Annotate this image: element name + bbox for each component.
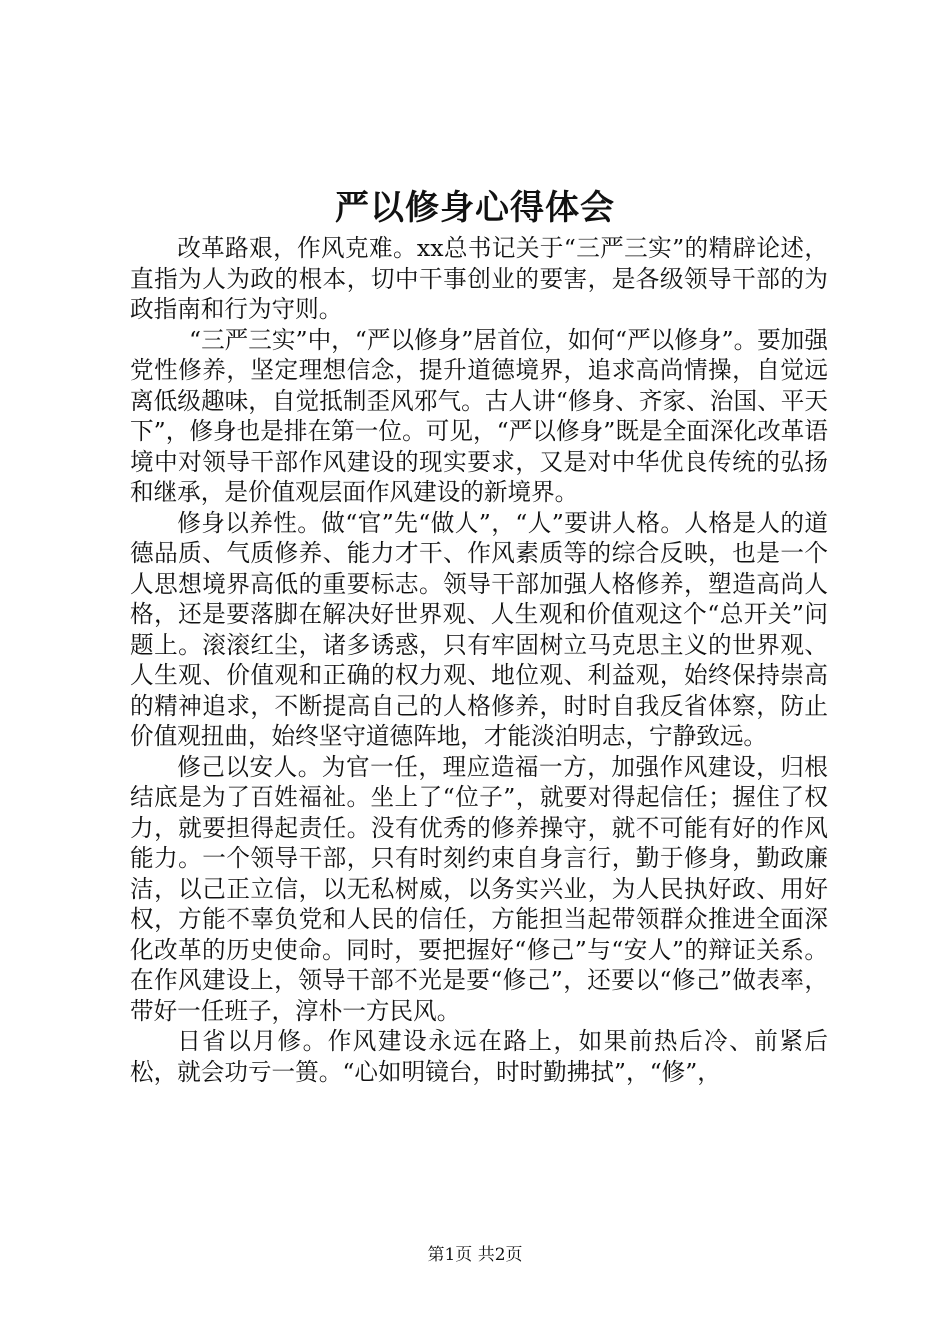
paragraph-1: 改革路艰，作风克难。xx总书记关于“三严三实”的精辟论述，直指为人为政的根本，切中干事创业的要害，是各级领导干部的为政指南和行为守则。 (130, 234, 828, 323)
document-title: 严以修身心得体会 (335, 188, 615, 228)
paragraph-2: “三严三实”中，“严以修身”居首位，如何“严以修身”。要加强党性修养，坚定理想信念，提升道德境界，追求高尚情操，自觉远离低级趣味，自觉抵制歪风邪气。古人讲“修身、齐家、治国、平天下”，修身也是排在第一位。可见，“严以修身”既是全面深化改革语境中对领导干部作风建设的现实要求，又是对中华优良传统的弘扬和继承，是价值观层面作风建设的新境界。 (130, 325, 828, 506)
paragraph-5: 日省以月修。作风建设永远在路上，如果前热后冷、前紧后松，就会功亏一篑。“心如明镜台，时时勤拂拭”，“修”， (130, 1027, 828, 1086)
paragraph-4: 修己以安人。为官一任，理应造福一方，加强作风建设，归根结底是为了百姓福祉。坐上了“位子”，就要对得起信任；握住了权力，就要担得起责任。没有优秀的修养操守，就不可能有好的作风能力。一个领导干部，只有时刻约束自身言行，勤于修身，勤政廉洁，以己正立信，以无私树威，以务实兴业，为人民执好政、用好权，方能不辜负党和人民的信任，方能担当起带领群众推进全面深化改革的历史使命。同时，要把握好“修己”与“安人”的辩证关系。在作风建设上，领导干部不光是要“修己”，还要以“修己”做表率，带好一任班子，淳朴一方民风。 (130, 752, 828, 1025)
paragraph-3: 修身以养性。做“官”先“做人”，“人”要讲人格。人格是人的道德品质、气质修养、能力才干、作风素质等的综合反映，也是一个人思想境界高低的重要标志。领导干部加强人格修养，塑造高尚人格，还是要落脚在解决好世界观、人生观和价值观这个“总开关”问题上。滚滚红尘，诸多诱惑，只有牢固树立马克思主义的世界观、人生观、价值观和正确的权力观、地位观、利益观，始终保持崇高的精神追求，不断提高自己的人格修养，时时自我反省体察，防止价值观扭曲，始终坚守道德阵地，才能淡泊明志，宁静致远。 (130, 508, 828, 750)
page-footer: 第1页 共2页 (427, 1245, 523, 1265)
document-body (130, 233, 828, 1087)
